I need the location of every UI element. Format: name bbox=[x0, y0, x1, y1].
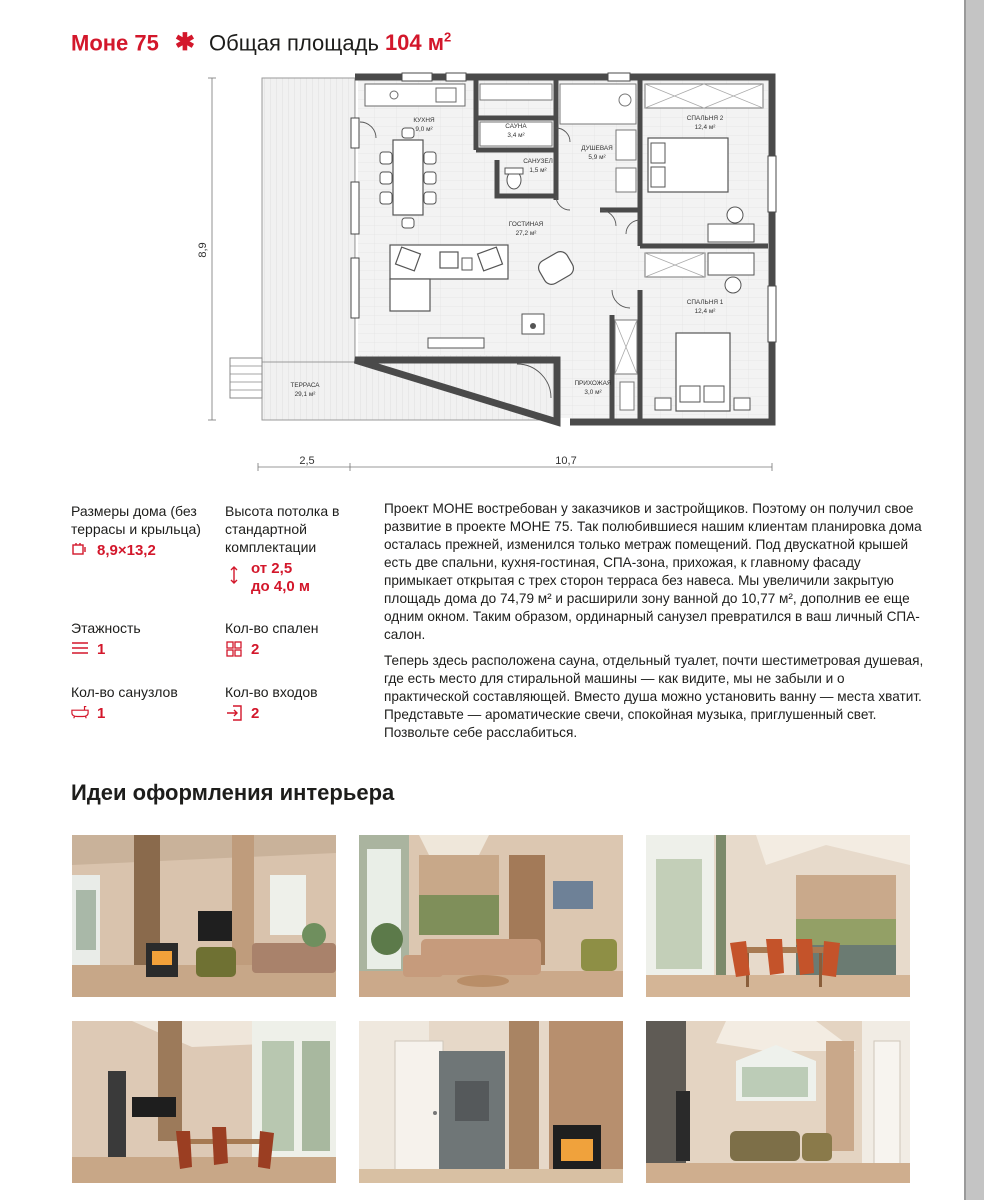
terrace-steps bbox=[230, 358, 262, 398]
shower-tray bbox=[560, 84, 636, 124]
tv-console bbox=[428, 338, 484, 348]
spec-floors: Этажность 1 bbox=[71, 620, 141, 658]
room-label-living: ГОСТИНАЯ bbox=[508, 221, 544, 228]
gallery-title: Идеи оформления интерьера bbox=[71, 780, 395, 805]
interior-photo-hallway bbox=[359, 1021, 623, 1183]
bedrooms-icon bbox=[225, 641, 243, 657]
interior-photo-living-room bbox=[359, 835, 623, 997]
description-paragraph-1: Проект МОНЕ востребован у заказчиков и застройщиков. Поэтому он получил свое развитие в проекте МОНЕ 75. Так полюбившиеся нашим клиентам планировка дома осталась прежней, изменился только метраж помещений. Под двускатной крышей есть две спальни, кухня-гостиная, СПА-зона, прихожая, к главному фасаду примыкает открытая с трех сторон терраса без навеса. Мы увеличили закрытую площадь дома до 74,79 м² и расширили зону ванной до 10,77 м², дополнив ее еще одним окном. Таким образом, ординарный санузел превратился в ваш личный СПА-салон. bbox=[384, 501, 922, 642]
room-area-kitchen: 9,0 м² bbox=[415, 126, 433, 133]
dim-height: 8,9 bbox=[197, 242, 209, 258]
page-edge bbox=[964, 0, 984, 1200]
room-area-living: 27,2 м² bbox=[515, 230, 537, 237]
room-label-toilet: САНУЗЕЛ bbox=[523, 158, 553, 165]
spec-size: Размеры дома (без террасы и крыльца) 8,9×13,2 bbox=[71, 503, 201, 559]
floors-icon bbox=[71, 641, 89, 655]
room-area-shower: 5,9 м² bbox=[588, 154, 606, 161]
room-label-terrace: ТЕРРАСА bbox=[290, 382, 320, 389]
interior-photo-dining-room bbox=[72, 1021, 336, 1183]
asterisk-icon: ✱ bbox=[174, 29, 195, 57]
wardrobe-2 bbox=[645, 84, 763, 108]
dining-table bbox=[393, 140, 423, 215]
floor-plan bbox=[190, 70, 790, 480]
room-label-bedroom-2: СПАЛЬНЯ 2 bbox=[686, 115, 724, 122]
room-label-sauna: САУНА bbox=[505, 123, 527, 130]
entrance-icon bbox=[225, 705, 243, 721]
interior-photo-fireplace bbox=[72, 835, 336, 997]
bathtub-icon bbox=[71, 705, 89, 719]
spec-bedrooms: Кол-во спален 2 bbox=[225, 620, 319, 658]
interior-photo-living-hall bbox=[646, 1021, 910, 1183]
room-area-hall: 3,0 м² bbox=[584, 389, 602, 396]
description-paragraph-2: Теперь здесь расположена сауна, отдельный туалет, почти шестиметровая душевая, где есть место для стиральной машины — как видите, мы не забыли и о практической составляющей. Вместо душа можно установить ванну — места хватит. Представьте — ароматические свечи, спокойная музыка, приглушенный свет. Позвольте себе расслабиться. bbox=[384, 653, 924, 740]
height-arrow-icon bbox=[225, 566, 243, 584]
house-dimensions-icon bbox=[71, 542, 89, 556]
room-label-hall: ПРИХОЖАЯ bbox=[574, 380, 612, 387]
room-label-kitchen: КУХНЯ bbox=[413, 117, 435, 124]
project-description bbox=[384, 500, 924, 750]
room-area-sauna: 3,4 м² bbox=[507, 132, 525, 139]
spec-bathrooms: Кол-во санузлов 1 bbox=[71, 684, 178, 722]
area-value: 104 $м^2$ bbox=[384, 30, 452, 56]
spec-ceiling: Высота потолка в стандартной комплектации от 2,5 до 4,0 м bbox=[225, 503, 340, 595]
room-label-bedroom-1: СПАЛЬНЯ 1 bbox=[686, 299, 724, 306]
area-label: Общая площадь bbox=[208, 30, 379, 56]
kitchen-counter bbox=[365, 84, 465, 106]
room-area-bedroom-2: 12,4 м² bbox=[694, 124, 716, 131]
room-area-terrace: 29,1 м² bbox=[294, 391, 316, 398]
spec-entrances: Кол-во входов 2 bbox=[225, 684, 318, 722]
interior-photo-dining-kitchen bbox=[646, 835, 910, 997]
room-area-bedroom-1: 12,4 м² bbox=[694, 308, 716, 315]
project-name: Моне 75 bbox=[71, 30, 159, 56]
page-title bbox=[71, 24, 451, 57]
dim-terrace: 2,5 bbox=[299, 455, 315, 467]
room-area-toilet: 1,5 м² bbox=[529, 167, 547, 174]
room-label-shower: ДУШЕВАЯ bbox=[581, 145, 613, 152]
dim-house: 10,7 bbox=[555, 455, 577, 467]
